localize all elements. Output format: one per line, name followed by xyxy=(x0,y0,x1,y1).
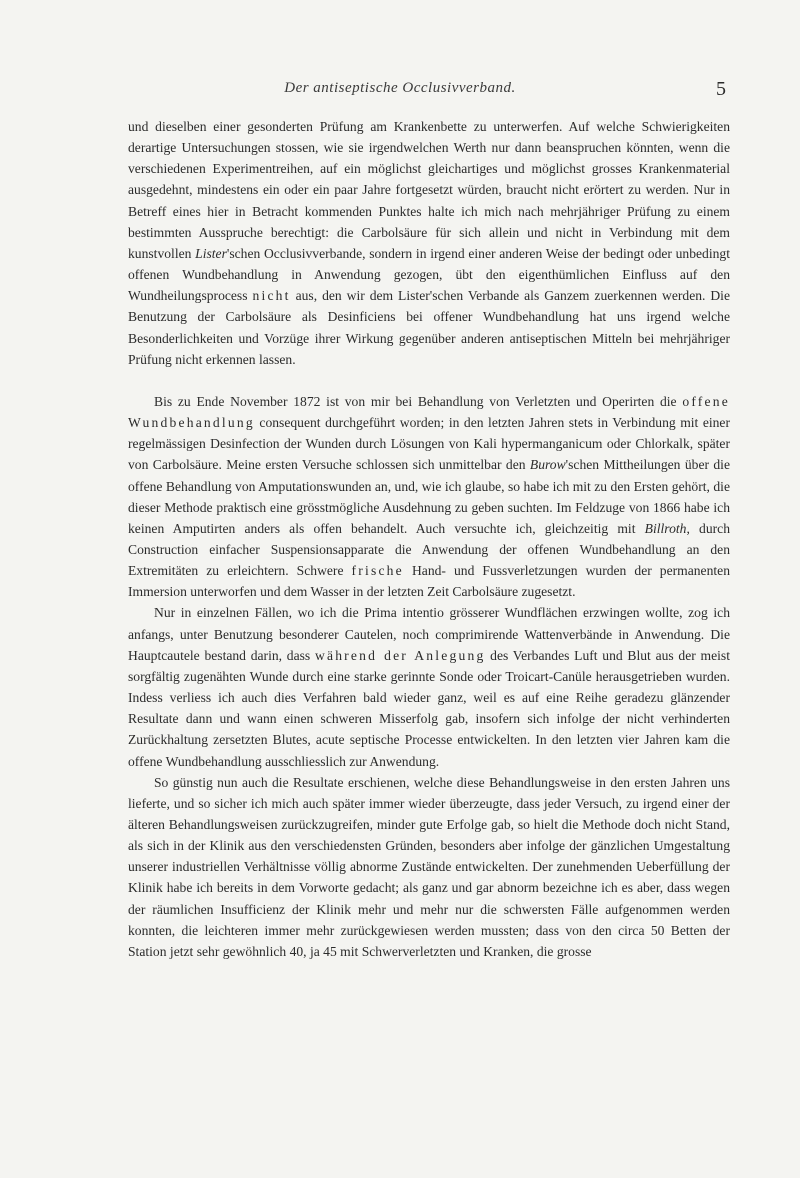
emphasis-spaced: nicht xyxy=(252,288,291,304)
page-number: 5 xyxy=(716,78,726,100)
running-head xyxy=(0,80,800,104)
text-run: 'schen Mittheilungen über die offene Behandlung von Amputationswunden an, und, wie ich glaube, so habe ich mit zu den Ersten gehört, die dieser Methode praktisch eine grösstmögliche Ausdehnung zu geben suchten. Im Feldzuge von 1866 habe ich keinen Amputirten anders als offen behandelt. Auch versuchte ich, gleichzeitig mit xyxy=(128,457,730,536)
emphasis-spaced: während der Anlegung xyxy=(314,647,486,663)
text-run: Bis zu Ende November 1872 ist von mir bei Behandlung von Verletzten und Operirten die xyxy=(154,393,683,409)
text-run: und dieselben einer gesonderten Prüfung am Krankenbette zu unterwerfen. Auf welche Schwierigkeiten derartige Untersuchungen stossen, wie sie irgendwelchen Werth nur dann beanspruchen könnten, wenn die verschiedenen Experimentreihen, auf ein möglichst gleichartiges und möglichst grosses Krankenmaterial ausgedehnt, mindestens ein oder ein paar Jahre fortgesetzt würden, braucht nicht erörtert zu werden. Nur in Betreff eines hier in Betracht kommenden Punktes halte ich mich nach mehrjähriger Prüfung zu einem bestimmten Ausspruche berechtigt: die Carbolsäure für sich allein und nicht in Verbindung mit dem kunstvollen xyxy=(128,119,730,261)
author-name-lister: Lister xyxy=(195,245,227,261)
text-run: , durch Construction einfacher Suspensionsapparate die Anwendung der offenen Wundbehandlung an den Extremitäten zu erleichtern. Schwere xyxy=(128,520,730,579)
body-text xyxy=(128,116,730,962)
text-run: 'schen Occlusivverbande, sondern in irgend einer anderen Weise der bedingt oder unbedingt offenen Wundbehandlung in Anwendung gezogen, übt den eigenthümlichen Einfluss auf den Wundheilungsprocess xyxy=(128,245,730,304)
paragraph xyxy=(128,602,730,771)
author-name-billroth: Billroth xyxy=(644,520,687,536)
text-run: consequent durchgeführt worden; in den letzten Jahren stets in Verbindung mit einer regelmässigen Desinfection der Wunden durch Lösungen von Kali hypermanganicum oder Chlorkalk, später von Carbolsäure. Meine ersten Versuche schlossen sich unmittelbar den xyxy=(128,415,730,473)
paragraph xyxy=(128,772,730,962)
paragraph xyxy=(128,116,730,370)
text-run: So günstig nun auch die Resultate erschienen, welche diese Behandlungsweise in den ersten Jahren uns lieferte, und so sicher ich mich auch später immer wieder überzeugte, dass jeder Versuch, zu irgend einer der älteren Behandlungsweisen zurückzugreifen, minder gute Erfolge gab, so hielt die Methode doch nicht Stand, als sich in der Klinik aus den verschiedensten Gründen, besonders aber infolge der gänzlichen Umgestaltung unserer industriellen Verhältnisse völlig abnorme Zustände entwickelten. Der zunehmenden Ueberfüllung der Klinik habe ich bereits in dem Vorworte gedacht; als ganz und gar abnorm bezeichne ich es aber, dass wegen der räumlichen Insufficienz der Klinik mehr und mehr nur die schwersten Fälle aufgenommen werden konnten, die leichteren immer mehr zurückgewiesen werden mussten; dass von den circa 50 Betten der Station jetzt sehr gewöhnlich 40, ja 45 mit Schwerverletzten und Kranken, die grosse xyxy=(128,774,730,959)
emphasis-spaced: offene Wundbehandlung xyxy=(128,393,730,431)
text-run: Nur in einzelnen Fällen, wo ich die Prima intentio grösserer Wundflächen erzwingen wollte, zog ich anfangs, unter Benutzung besonderer Cautelen, noch comprimirende Wattenverbände in Anwendung. Die Hauptcautele bestand darin, dass xyxy=(128,605,730,663)
text-run: Hand- und Fussverletzungen wurden der permanenten Immersion unterworfen und dem Wasser in der letzten Zeit Carbolsäure zugesetzt. xyxy=(128,563,730,600)
paragraph xyxy=(128,391,730,603)
author-name-burow: Burow xyxy=(529,457,566,473)
text-run: aus, den wir dem Lister'schen Verbande als Ganzem zuerkennen werden. Die Benutzung der Carbolsäure als Desinficiens bei offener Wundbehandlung hat uns irgend welche Besonderlichkeiten und Vorzüge ihrer Wirkung gegenüber anderen antiseptischen Mitteln bei mehrjähriger Prüfung nicht erkennen lassen. xyxy=(128,288,730,367)
emphasis-spaced: frische xyxy=(351,563,404,579)
text-run: des Verbandes Luft und Blut aus der meist sorgfältig zugenähten Wunde durch eine starke gerinnte Sonde oder Troicart-Canüle herausgetrieben wurden. Indess verliess ich auch dies Verfahren bald wieder ganz, weil es auf eine Reihe geradezu glänzender Resultate dann und wann einen schweren Misserfolg gab, insofern sich infolge der nicht verhinderten Zurückhaltung zersetzten Blutes, acute septische Processe entwickelten. In den letzten vier Jahren kam die offene Wundbehandlung ausschliesslich zur Anwendung. xyxy=(128,647,730,769)
running-title: Der antiseptische Occlusivverband. xyxy=(284,80,516,96)
